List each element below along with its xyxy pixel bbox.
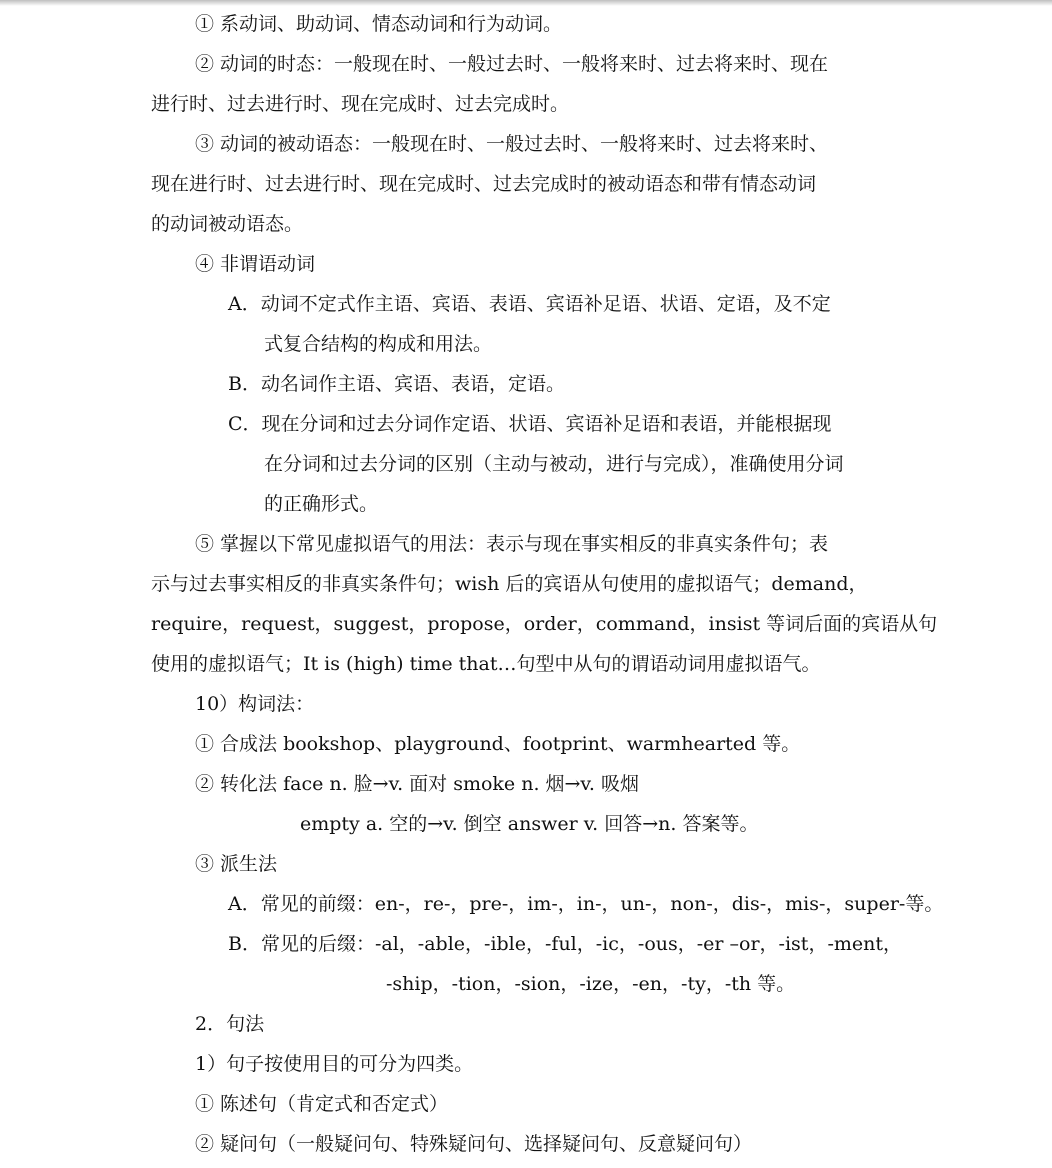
text-line: 示与过去事实相反的非真实条件句；wish 后的宾语从句使用的虚拟语气；demand， [151, 573, 868, 595]
text-line: 的动词被动语态。 [151, 213, 304, 235]
text-line: 1）句子按使用目的可分为四类。 [195, 1053, 474, 1075]
text-line: ③ 派生法 [195, 853, 278, 875]
text-line: require，request，suggest，propose，order，command，insist 等词后面的宾语从句 [151, 613, 938, 635]
text-line: -ship，-tion，-sion，-ize，-en，-ty，-th 等。 [386, 973, 796, 995]
section-heading: 2．句法 [195, 1013, 265, 1035]
text-line: B．动名词作主语、宾语、表语，定语。 [228, 373, 565, 395]
text-line: ① 陈述句（肯定式和否定式） [195, 1093, 449, 1115]
text-line: ② 动词的时态：一般现在时、一般过去时、一般将来时、过去将来时、现在 [195, 53, 829, 75]
text-line: ② 转化法 face n. 脸→v. 面对 smoke n. 烟→v. 吸烟 [195, 773, 639, 795]
text-line: 使用的虚拟语气；It is (high) time that…句型中从句的谓语动词用虚拟语气。 [151, 653, 821, 675]
text-line: 的正确形式。 [264, 493, 379, 515]
text-line: 在分词和过去分词的区别（主动与被动，进行与完成），准确使用分词 [264, 453, 844, 475]
text-line: A．动词不定式作主语、宾语、表语、宾语补足语、状语、定语，及不定 [228, 293, 831, 315]
text-line: C．现在分词和过去分词作定语、状语、宾语补足语和表语，并能根据现 [228, 413, 832, 435]
text-line: B．常见的后缀：-al，-able，-ible，-ful，-ic，-ous，-er –or，-ist，-ment， [228, 933, 902, 955]
text-line: 式复合结构的构成和用法。 [264, 333, 493, 355]
text-line: ① 合成法 bookshop、playground、footprint、warmhearted 等。 [195, 733, 801, 755]
text-line: ① 系动词、助动词、情态动词和行为动词。 [195, 13, 563, 35]
text-line: empty a. 空的→v. 倒空 answer v. 回答→n. 答案等。 [300, 813, 759, 835]
text-line: 现在进行时、过去进行时、现在完成时、过去完成时的被动语态和带有情态动词 [151, 173, 817, 195]
text-line: 进行时、过去进行时、现在完成时、过去完成时。 [151, 93, 570, 115]
text-line: ④ 非谓语动词 [195, 253, 316, 275]
section-heading: 10）构词法： [195, 693, 315, 715]
text-line: ③ 动词的被动语态：一般现在时、一般过去时、一般将来时、过去将来时、 [195, 133, 829, 155]
text-line: ⑤ 掌握以下常见虚拟语气的用法：表示与现在事实相反的非真实条件句；表 [195, 533, 829, 555]
text-line: A．常见的前缀：en-，re-，pre-，im-，in-，un-，non-，dis-，mis-，super-等。 [228, 893, 944, 915]
text-line: ② 疑问句（一般疑问句、特殊疑问句、选择疑问句、反意疑问句） [195, 1133, 753, 1155]
